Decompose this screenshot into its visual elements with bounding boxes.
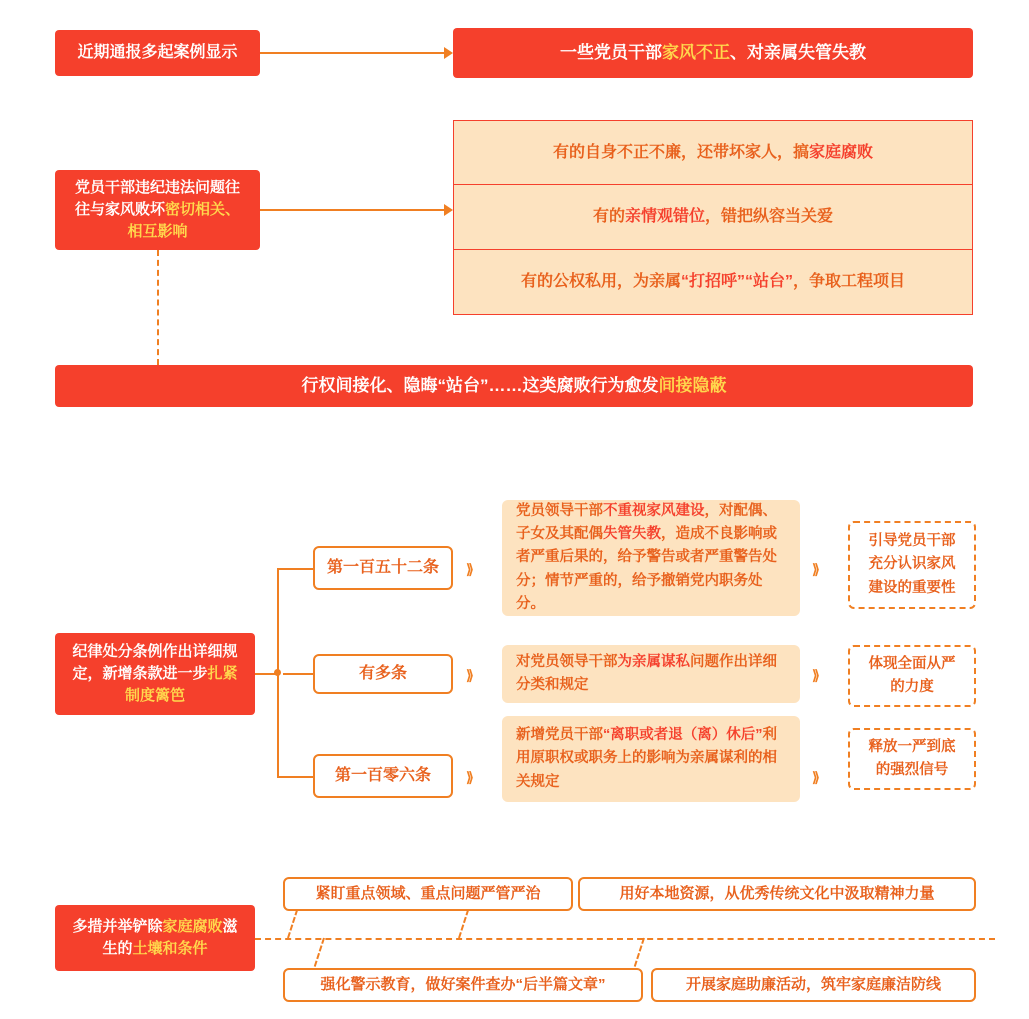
section4-measure-0 — [283, 877, 573, 911]
s3-row-2-label — [313, 754, 453, 798]
s3-row-1-detail — [502, 645, 800, 703]
section2-source-node — [55, 170, 260, 250]
connector-s1 — [260, 52, 445, 54]
section2-item-2 — [453, 250, 973, 315]
s3-row-0-label — [313, 546, 453, 590]
s3-branch-1 — [283, 673, 313, 675]
section4-measure-1-text: 用好本地资源，从优秀传统文化中汲取精神力量 — [619, 885, 935, 903]
s3-row-2-outcome-text: 释放一严到底的强烈信号 — [868, 738, 956, 778]
connector-s1-arrow — [444, 47, 453, 59]
s3-chevron-0-icon: ⟫ — [466, 561, 471, 577]
section4-measure-0-text: 紧盯重点领域、重点问题严管严治 — [315, 885, 541, 903]
s3-row-1-detail-text: 对党员领导干部为亲属谋私问题作出详细分类和规定 — [516, 653, 777, 693]
s3-row-1-label-text: 有多条 — [358, 665, 407, 683]
section3-source-node — [55, 633, 255, 715]
s3-row-0-detail — [502, 500, 800, 616]
section2-item-0-text: 有的自身不正不廉，还带坏家人，搞家庭腐败 — [552, 143, 874, 161]
s3-row-1-outcome — [848, 645, 976, 707]
section4-measure-3 — [651, 968, 976, 1002]
section4-measure-3-text: 开展家庭助廉活动，筑牢家庭廉洁防线 — [685, 976, 941, 994]
s3-row-2-detail — [502, 716, 800, 802]
s3-row-2-outcome — [848, 728, 976, 790]
s3-row-0-label-text: 第一百五十二条 — [326, 559, 439, 577]
connector-s2-arrow — [444, 204, 453, 216]
section2-item-1 — [453, 185, 973, 250]
section2-source-text: 党员干部违纪违法问题往往与家风败坏密切相关、相互影响 — [74, 179, 241, 240]
s3-chevron-2-icon: ⟫ — [466, 769, 471, 785]
section3-source-text: 纪律处分条例作出详细规定，新增条款进一步扎紧制度篱笆 — [72, 643, 238, 704]
section4-tick-2 — [314, 938, 325, 967]
section2-conclusion-text: 行权间接化、隐晦“站台”……这类腐败行为愈发间接隐蔽 — [301, 375, 727, 395]
section4-spine — [255, 938, 995, 940]
s3-row-2-detail-text: 新增党员干部“离职或者退（离）休后”利用原职权或职务上的影响为亲属谋利的相关规定 — [516, 727, 777, 790]
section2-item-2-text: 有的公权私用，为亲属“打招呼”“站台”，争取工程项目 — [520, 273, 906, 291]
s3-row-0-detail-text: 党员领导干部不重视家风建设，对配偶、子女及其配偶失管失教，造成不良影响或者严重后果的，给予警告或者严重警告处分；情节严重的，给予撤销党内职务处分。 — [516, 503, 777, 612]
s3-chevron-out-2-icon: ⟫ — [812, 769, 817, 785]
section4-source-node — [55, 905, 255, 971]
connector-s2 — [260, 209, 445, 211]
section2-item-0 — [453, 120, 973, 185]
section2-item-1-text: 有的亲情观错位，错把纵容当关爱 — [592, 208, 834, 226]
s3-chevron-out-1-icon: ⟫ — [812, 667, 817, 683]
section1-source-node — [55, 30, 260, 76]
s3-row-1-outcome-text: 体现全面从严的力度 — [868, 655, 956, 695]
s3-row-0-outcome-text: 引导党员干部充分认识家风建设的重要性 — [868, 533, 956, 596]
section4-tick-0 — [287, 909, 298, 938]
section2-conclusion-node — [55, 365, 973, 407]
s3-chevron-out-0-icon: ⟫ — [812, 561, 817, 577]
s3-row-0-outcome — [848, 521, 976, 609]
s3-branch-2 — [277, 776, 313, 778]
s3-chevron-1-icon: ⟫ — [466, 667, 471, 683]
s3-row-1-label — [313, 654, 453, 694]
section1-target-text: 一些党员干部家风不正、对亲属失管失教 — [560, 42, 866, 62]
section4-measure-1 — [578, 877, 976, 911]
connector-s2-conclusion — [157, 250, 159, 365]
s3-branch-0 — [277, 568, 313, 570]
s3-row-2-label-text: 第一百零六条 — [334, 767, 431, 785]
section4-tick-3 — [634, 938, 645, 967]
section1-target-node — [453, 28, 973, 78]
section4-source-text: 多措并举铲除家庭腐败滋生的土壤和条件 — [72, 918, 238, 957]
section4-tick-1 — [458, 909, 469, 938]
section4-measure-2-text: 强化警示教育，做好案件查办“后半篇文章” — [320, 976, 606, 994]
section1-source-text: 近期通报多起案例显示 — [77, 44, 238, 62]
section4-measure-2 — [283, 968, 643, 1002]
s3-trunk-dot — [274, 669, 281, 676]
